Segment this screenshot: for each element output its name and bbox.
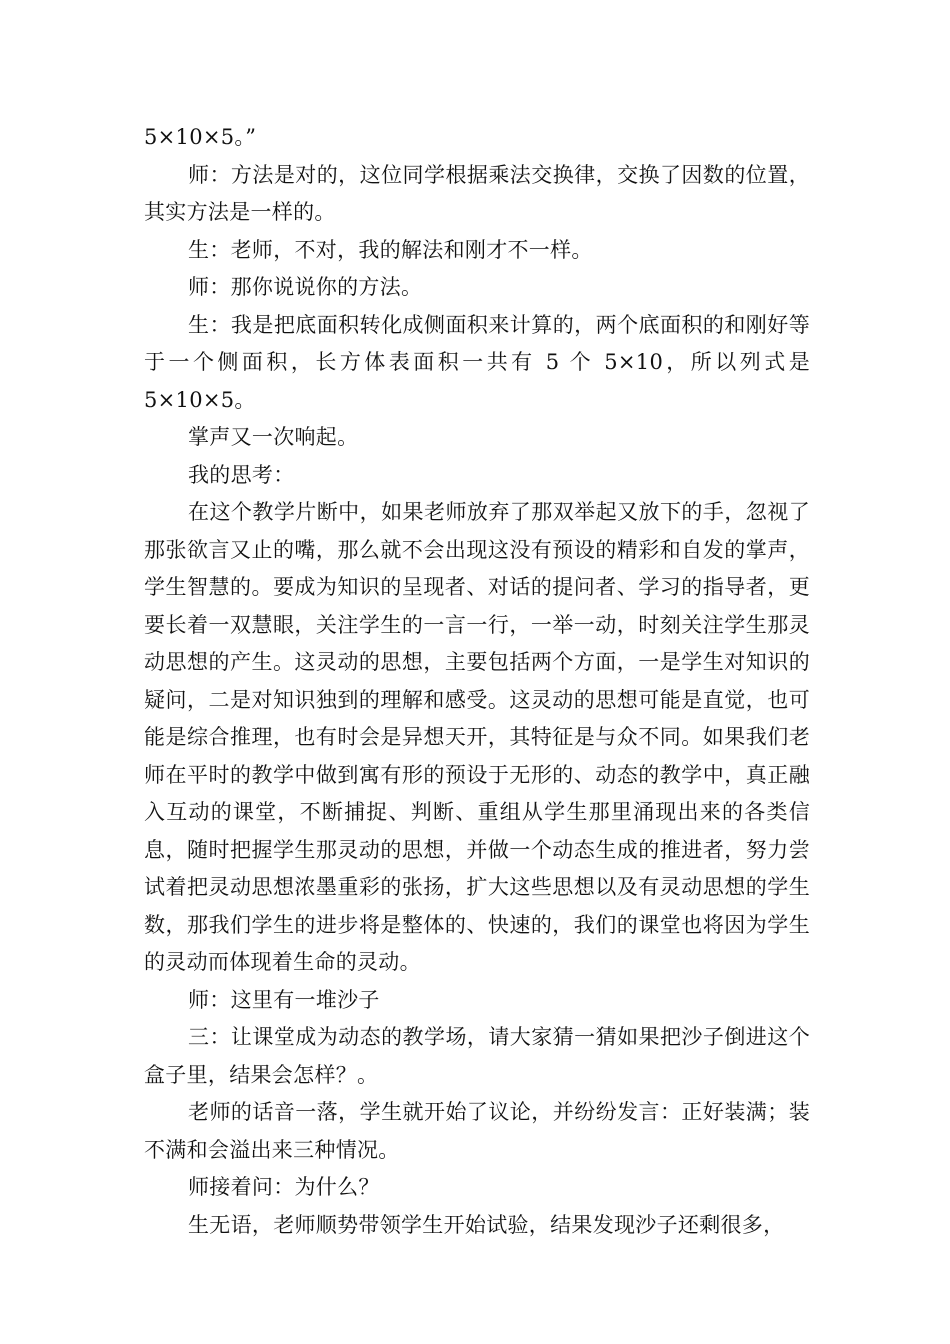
paragraph-student-objection: 生：老师，不对，我的解法和刚才不一样。: [188, 237, 593, 262]
paragraph-teacher-sand: 师：这里有一堆沙子: [188, 987, 380, 1012]
paragraph-applause: 掌声又一次响起。: [188, 425, 359, 449]
paragraph-experiment: 生无语，老师顺势带领学生开始试验，结果发现沙子还剩很多，: [188, 1212, 785, 1237]
paragraph-reflection-body: 在这个教学片断中，如果老师放弃了那双举起又放下的手，忽视了那张欲言又止的嘴，那么就不会出现这没有预设的精彩和自发的掌声，学生智慧的。要成为知识的呈现者、对话的提问者、学习的指导者，更要长着一双慧眼，关注学生的一言一行，一举一动，时刻关注学生那灵动思想的产生。这灵动的思想，主要包括两个方面，一是学生对知识的疑问，二是对知识独到的理解和感受。这灵动的思想可能是直觉，也可能是综合推理，也有时会是异想天开，其特征是与众不同。如果我们老师在平时的教学中做到寓有形的预设于无形的、动态的教学中，真正融入互动的课堂，不断捕捉、判断、重组从学生那里涌现出来的各类信息，随时把握学生那灵动的思想，并做一个动态生成的推进者，努力尝试着把灵动思想浓墨重彩的张扬，扩大这些思想以及有灵动思想的学生数，那我们学生的进步将是整体的、快速的，我们的课堂也将因为学生的灵动而体现着生命的灵动。: [144, 500, 810, 974]
document-body: [144, 119, 810, 1244]
paragraph-student-discussion: 老师的话音一落，学生就开始了议论，并纷纷发言：正好装满；装不满和会溢出来三种情况。: [144, 1100, 810, 1162]
paragraph-teacher-why: 师接着问：为什么？: [188, 1175, 380, 1199]
paragraph-section-three: 三：让课堂成为动态的教学场，请大家猜一猜如果把沙子倒进这个盒子里，结果会怎样？。: [144, 1025, 810, 1087]
paragraph-teacher-method: 师：方法是对的，这位同学根据乘法交换律，交换了因数的位置，其实方法是一样的。: [144, 162, 810, 224]
paragraph-student-solution: 生：我是把底面积转化成侧面积来计算的，两个底面积的和刚好等于一个侧面积，长方体表面积一共有 5 个 5×10，所以列式是 5×10×5。: [144, 312, 810, 412]
paragraph-teacher-ask: 师：那你说说你的方法。: [188, 275, 423, 299]
paragraph-equation-end: 5×10×5。”: [144, 125, 257, 149]
paragraph-reflection-heading: 我的思考：: [188, 462, 295, 487]
